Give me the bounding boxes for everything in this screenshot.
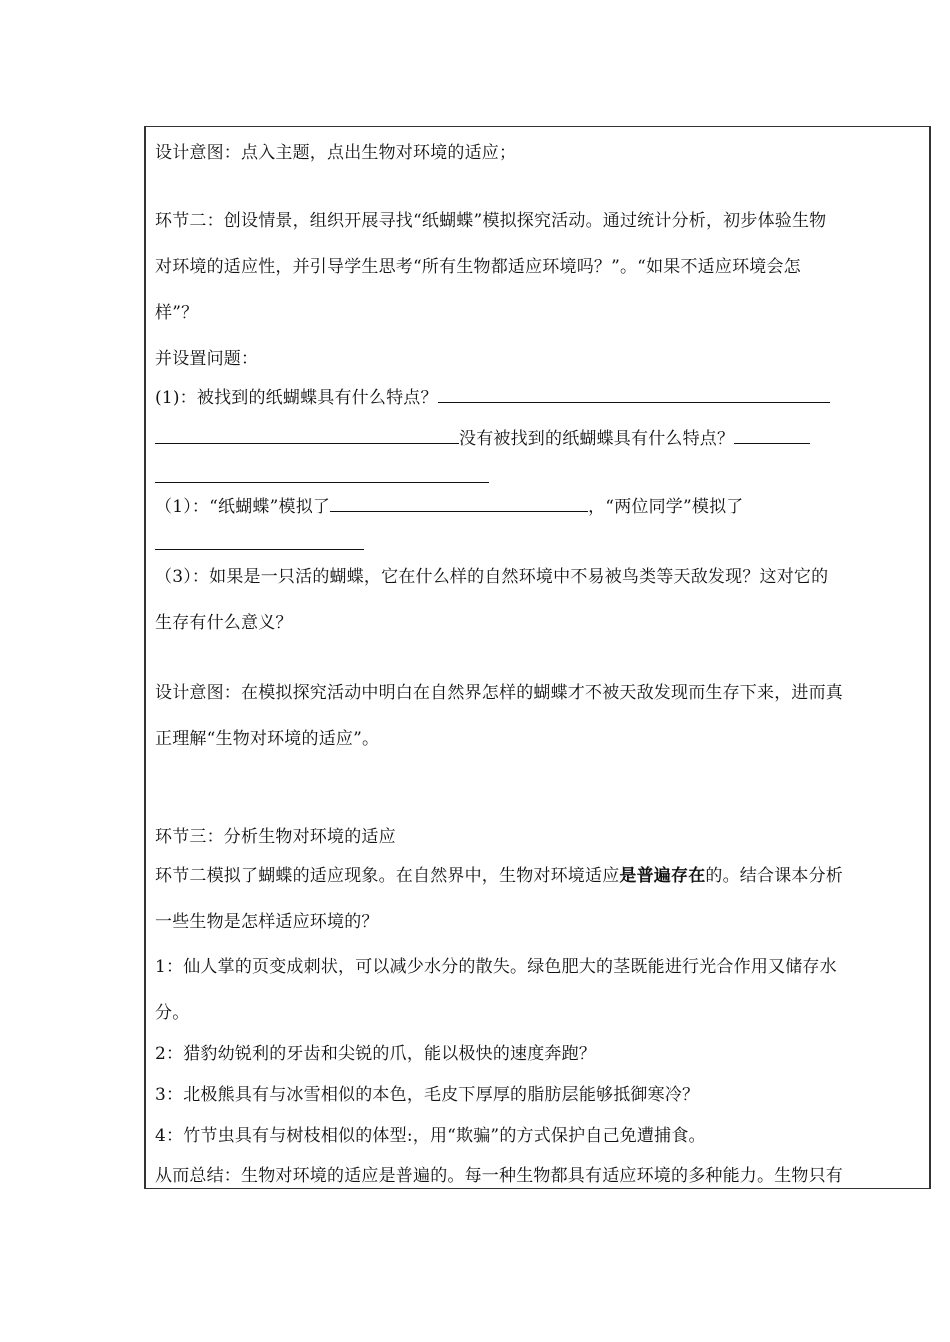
- question-1-not-found-text: 没有被找到的纸蝴蝶具有什么特点？: [459, 429, 735, 449]
- design-intent-2-line-2: 正理解“生物对环境的适应”。: [155, 729, 380, 749]
- answer-blank[interactable]: [734, 426, 810, 444]
- example-1-line-1: 1：仙人掌的页变成刺状，可以减少水分的散失。绿色肥大的茎既能进行光合作用又储存水: [155, 957, 837, 977]
- summary-line: 从而总结：生物对环境的适应是普遍的。每一种生物都具有适应环境的多种能力。生物只有: [155, 1166, 843, 1186]
- section-three-line-2: 一些生物是怎样适应环境的？: [155, 912, 379, 932]
- question-2-text-a: （1）：“纸蝴蝶”模拟了: [155, 497, 331, 517]
- answer-blank[interactable]: [155, 482, 489, 483]
- question-1-found-text: (1)：被找到的纸蝴蝶具有什么特点？: [155, 388, 438, 408]
- example-4: 4：竹节虫具有与树枝相似的体型:，用“欺骗”的方式保护自己免遭捕食。: [155, 1126, 706, 1146]
- answer-blank[interactable]: [330, 494, 588, 512]
- question-1-found: [155, 383, 830, 408]
- section-two-line-2: 对环境的适应性，并引导学生思考“所有生物都适应环境吗？”。“如果不适应环境会怎: [155, 257, 801, 277]
- question-3-line-1: （3）：如果是一只活的蝴蝶，它在什么样的自然环境中不易被鸟类等天敌发现？这对它的: [155, 567, 829, 587]
- section-two-line-1: 环节二：创设情景，组织开展寻找“纸蝴蝶”模拟探究活动。通过统计分析，初步体验生物: [155, 211, 827, 231]
- design-intent-2-line-1: 设计意图：在模拟探究活动中明白在自然界怎样的蝴蝶才不被天敌发现而生存下来，进而真: [155, 683, 843, 703]
- example-2: 2：猎豹幼锐利的牙齿和尖锐的爪，能以极快的速度奔跑？: [155, 1044, 597, 1064]
- answer-blank[interactable]: [155, 426, 459, 444]
- section-two-line-3: 样”？: [155, 303, 199, 323]
- design-intent-1: 设计意图：点入主题，点出生物对环境的适应；: [155, 143, 517, 163]
- document-frame: [144, 126, 931, 1189]
- emphasis-text: 是普遍存在: [619, 866, 706, 886]
- section-three-text-c: 的。结合课本分析: [705, 866, 844, 886]
- answer-blank[interactable]: [155, 549, 364, 550]
- section-three-heading: 环节三：分析生物对环境的适应: [155, 827, 396, 847]
- question-1-not-found: [155, 424, 810, 449]
- section-three-line-1: [155, 861, 843, 886]
- example-3: 3：北极熊具有与冰雪相似的本色，毛皮下厚厚的脂肪层能够抵御寒冷？: [155, 1085, 700, 1105]
- section-three-text-a: 环节二模拟了蝴蝶的适应现象。在自然界中，生物对环境适应: [155, 866, 620, 886]
- answer-blank[interactable]: [438, 385, 830, 403]
- question-2-simulation: [155, 492, 744, 517]
- example-1-line-2: 分。: [155, 1003, 190, 1023]
- question-2-text-b: ，“两位同学”模拟了: [588, 497, 744, 517]
- questions-intro: 并设置问题：: [155, 349, 259, 369]
- question-3-line-2: 生存有什么意义？: [155, 613, 293, 633]
